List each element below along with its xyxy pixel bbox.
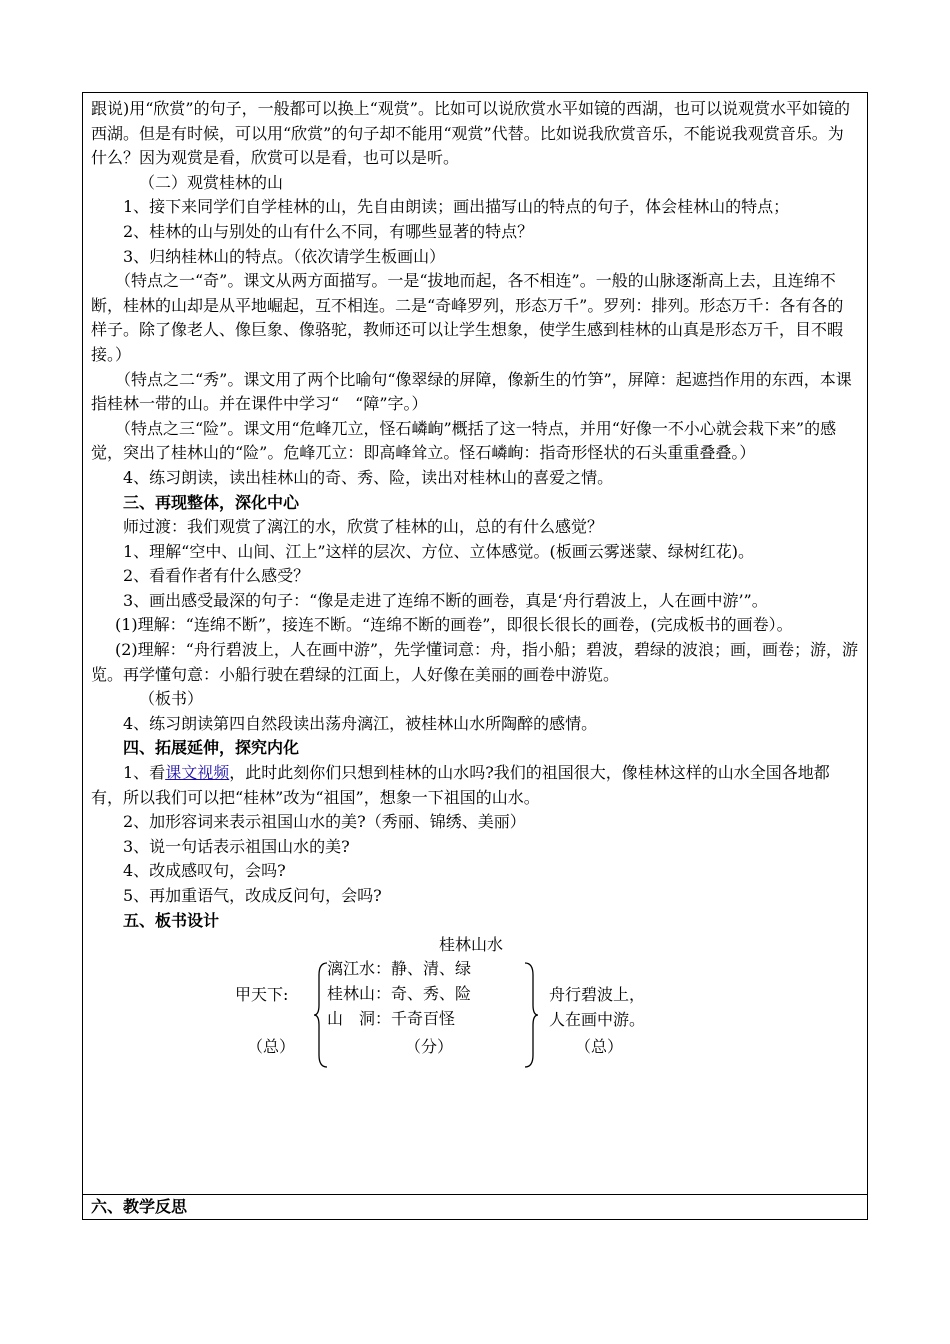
- board-mid-note: （分）: [405, 1037, 454, 1057]
- paragraph: （特点之一“奇”。课文从两方面描写。一是“拔地而起，各不相连”。一般的山脉逐渐高上去，且连绵不断，桂林的山却是从平地崛起，互不相连。二是“奇峰罗列，形态万千”。罗列：排列。形态万千：各有各的样子。除了像老人、像巨象、像骆驼，教师还可以让学生想象，使学生感到桂林的山真是形态万千，目不暇接。）: [91, 271, 844, 364]
- reflection-heading: 六、教学反思: [91, 1197, 188, 1216]
- board-right-line2: 人在画中游。: [549, 1010, 646, 1030]
- lesson-video-link[interactable]: 课文视频: [165, 763, 230, 783]
- paragraph: （板书）: [139, 689, 204, 709]
- paragraph: 1、接下来同学们自学桂林的山，先自由朗读；画出描写山的特点的句子，体会桂林山的特点；: [123, 197, 790, 217]
- paragraph: 4、练习朗读，读出桂林山的奇、秀、险，读出对桂林山的喜爱之情。: [123, 467, 614, 487]
- paragraph: 3、画出感受最深的句子：“像是走进了连绵不断的画卷，真是‘舟行碧波上，人在画中游’”。: [123, 590, 768, 610]
- lesson-content-cell: [83, 93, 867, 1194]
- board-row-cave: 山 洞：千奇百怪: [327, 1009, 456, 1029]
- paragraph: 2、桂林的山与别处的山有什么不同，有哪些显著的特点？: [123, 221, 534, 241]
- paragraph-group-2: [91, 810, 859, 933]
- board-left-note: （总）: [247, 1037, 296, 1057]
- row-divider: [83, 1194, 867, 1195]
- paragraph: （特点之二“秀”。课文用了两个比喻句“像翠绿的屏障，像新生的竹笋”，屏障：起遮挡作用的东西，本课指桂林一带的山。并在课件中学习“ “障”字。）: [91, 369, 852, 414]
- video-prefix: 1、看: [123, 763, 166, 783]
- paragraph: 4、改成感叹句，会吗?: [123, 861, 286, 881]
- board-row-water: 漓江水：静、清、绿: [327, 959, 472, 979]
- board-left-label: 甲天下:: [235, 985, 289, 1005]
- paragraph: 3、归纳桂林山的特点。（依次请学生板画山）: [123, 246, 446, 266]
- video-suffix: ，此时此刻你们只想到桂林的山水吗?我们的祖国很大，像桂林这样的山水全国各地都有，所以我们可以把“桂林”改为“祖国”，想象一下祖国的山水。: [91, 763, 830, 807]
- paragraph: (1)理解：“连绵不断”，接连不断。“连绵不断的画卷”，即很长很长的画卷，(完成板书的画卷）。: [115, 615, 793, 635]
- section-heading: 五、板书设计: [123, 910, 220, 930]
- paragraph-group-1: [91, 97, 859, 761]
- paragraph: 5、再加重语气，改成反问句，会吗?: [123, 886, 382, 905]
- board-row-mountain: 桂林山：奇、秀、险: [327, 984, 472, 1004]
- section-heading: 三、再现整体，深化中心: [123, 492, 300, 512]
- paragraph: 跟说)用“欣赏”的句子，一般都可以换上“观赏”。比如可以说欣赏水平如镜的西湖，也可以说观赏水平如镜的西湖。但是有时候，可以用“欣赏”的句子却不能用“观赏”代替。比如说我欣赏音乐，不能说我观赏音乐。为什么？因为观赏是看，欣赏可以是看，也可以是听。: [91, 99, 850, 168]
- paragraph: （特点之三“险”。课文用“危峰兀立，怪石嶙峋”概括了这一特点，并用“好像一不小心就会栽下来”的感觉，突出了桂林山的“险”。危峰兀立：即高峰耸立。怪石嶙峋：指奇形怪状的石头重重叠叠。）: [91, 418, 837, 463]
- board-right-line1: 舟行碧波上，: [549, 985, 646, 1005]
- section-heading: 四、拓展延伸，探究内化: [123, 738, 300, 758]
- paragraph: 4、练习朗读第四自然段读出荡舟漓江，被桂林山水所陶醉的感情。: [123, 713, 598, 733]
- paragraph: 2、加形容词来表示祖国山水的美?（秀丽、锦绣、美丽）: [123, 812, 526, 832]
- paragraph: 师过渡：我们观赏了漓江的水，欣赏了桂林的山，总的有什么感觉？: [123, 517, 604, 537]
- paragraph: (2)理解：“舟行碧波上，人在画中游”，先学懂词意：舟，指小船；碧波，碧绿的波浪；画，画卷；游，游览。再学懂句意：小船行驶在碧绿的江面上，人好像在美丽的画卷中游览。: [91, 640, 859, 684]
- paragraph: （二）观赏桂林的山: [139, 172, 284, 192]
- board-title: 桂林山水: [439, 935, 504, 955]
- board-right-note: （总）: [575, 1037, 624, 1057]
- video-paragraph: [91, 761, 859, 810]
- blackboard-design: [91, 933, 859, 1083]
- paragraph: 2、看看作者有什么感受？: [123, 566, 310, 586]
- document-table: [82, 92, 868, 1220]
- right-brace: [523, 961, 539, 1069]
- paragraph: 1、理解“空中、山间、江上”这样的层次、方位、立体感觉。(板画云雾迷蒙、绿树红花)。: [123, 541, 755, 561]
- paragraph: 3、说一句话表示祖国山水的美?: [123, 836, 350, 856]
